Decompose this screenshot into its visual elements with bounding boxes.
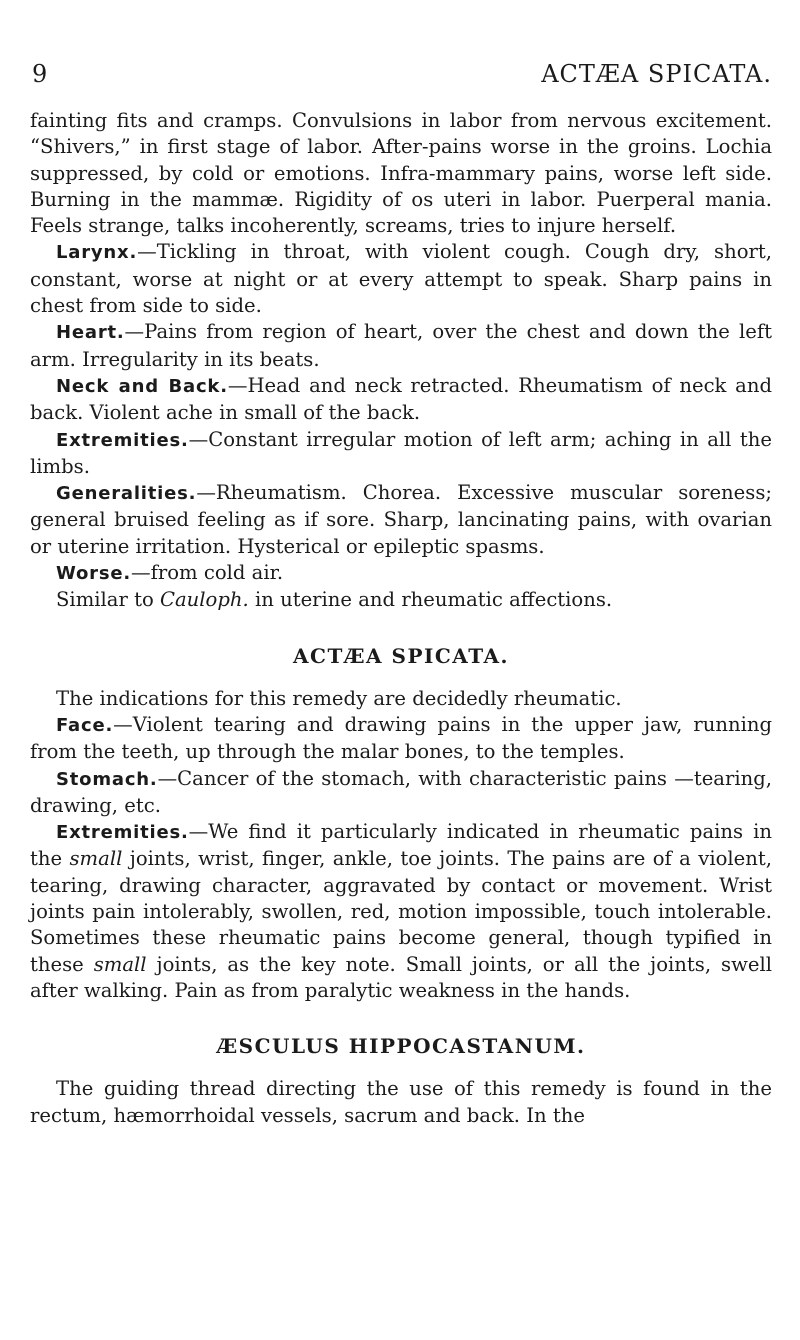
text-heart: —Pains from region of heart, over the chest and down the left arm. Irregularity in its beats. [30,320,772,371]
paragraph-actaea-extremities: Extremities.—We find it particularly indicated in rheumatic pains in the small joints, wrist, finger, ankle, toe joints. The pains are of a violent, tearing, drawing character, aggravated by contact or movement. Wrist joints pain intolerably, swollen, red, motion impossible, touch intolerable. Sometimes these rheumatic pains become general, though typified in these small joints, as the key note. Small joints, or all the joints, swell after walking. Pain as from paralytic weakness in the hands. [30,820,773,1002]
paragraph-heart [30,319,772,373]
paragraph-stomach [30,766,772,820]
text-face: —Violent tearing and drawing pains in the upper jaw, running from the teeth, up through the malar bones, to the temples. [30,712,772,764]
paragraph-similar: Similar to Cauloph. in uterine and rheumatic affections. [56,588,613,612]
text-stomach: —Cancer of the stomach, with characteristic pains —tearing, drawing, etc. [30,766,772,817]
paragraph-actaea-intro: The indications for this remedy are decidedly rheumatic. [56,686,622,710]
paragraph-generalities [30,480,772,560]
section-title-actaea: ACTÆA SPICATA. [293,643,509,668]
continued-section [30,108,772,614]
text-larynx: —Tickling in throat, with violent cough. Cough dry, short, constant, worse at night or at every attempt to speak. Sharp pains in chest from side to side. [30,240,772,318]
text-extremities: —Constant irregular motion of left arm; aching in all the limbs. [30,427,772,478]
rubric-stomach: Stomach. [56,768,158,790]
rubric-generalities: Generalities. [56,483,197,505]
rubric-worse: Worse. [56,563,132,585]
text-neck-back: —Head and neck retracted. Rheumatism of neck and back. Violent ache in small of the back. [30,373,772,425]
paragraph-continued: fainting fits and cramps. Convulsions in labor from nervous excitement. “Shivers,” in first stage of labor. After-pains worse in the groins. Lochia suppressed, by cold or emotions. Infra-mammary pains, worse left side. Burning in the mammæ. Rigidity of os uteri in labor. Puerperal mania. Feels strange, talks incoherently, screams, tries to injure herself. [30,109,772,238]
actaea-section [30,686,772,1005]
running-header [30,60,772,88]
italic-remedy-name: Cauloph. [159,588,249,612]
rubric-neck-back: Neck and Back. [56,375,228,397]
italic-small-2: small [93,952,147,976]
paragraph-face [30,712,772,766]
running-title: ACTÆA SPICATA. [541,60,772,88]
paragraph-neck-back [30,373,772,427]
paragraph-larynx [30,239,772,319]
aesculus-section [30,1076,772,1129]
paragraph-extremities [30,427,772,481]
section-title-aesculus: ÆSCULUS HIPPOCASTANUM. [216,1034,586,1059]
page-number: 9 [32,60,49,88]
book-page [30,60,772,1129]
text-generalities: —Rheumatism. Chorea. Excessive muscular soreness; general bruised feeling as if sore. Sharp, lancinating pains, with ovarian or uterine irritation. Hysterical or epileptic spasms. [30,481,772,558]
rubric-face: Face. [56,714,114,736]
paragraph-aesculus-intro: The guiding thread directing the use of this remedy is found in the rectum, hæmorrhoidal vessels, sacrum and back. In the [30,1077,772,1127]
rubric-larynx: Larynx. [56,242,138,264]
italic-small-1: small [69,847,123,871]
rubric-extremities: Extremities. [56,429,189,451]
text-worse: —from cold air. [131,561,284,585]
rubric-actaea-extremities: Extremities. [56,822,189,844]
paragraph-worse [30,560,772,587]
rubric-heart: Heart. [56,322,125,344]
